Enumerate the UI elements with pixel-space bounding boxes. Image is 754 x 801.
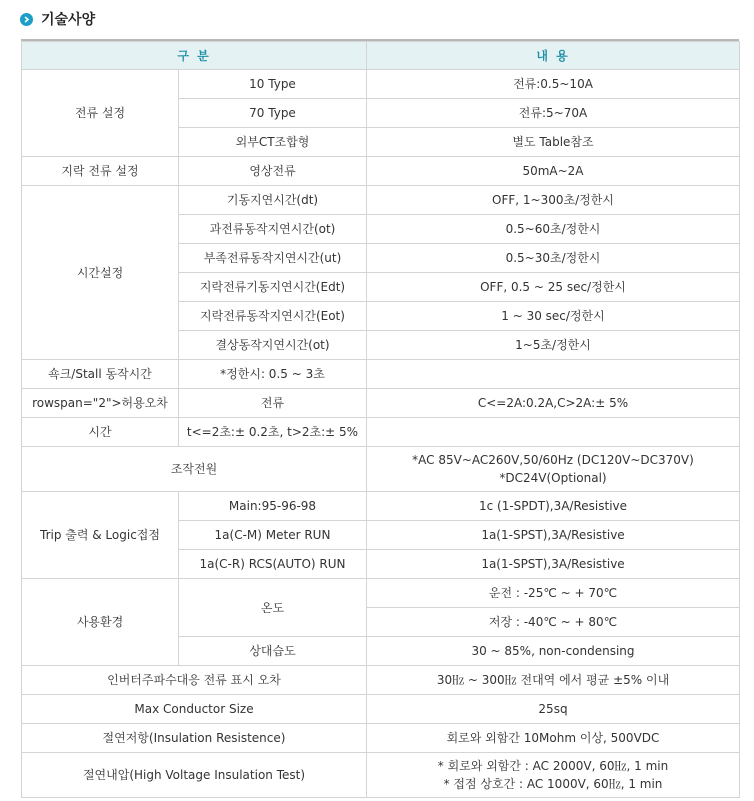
row-item: 과전류동작지연시간(ot) <box>179 215 367 244</box>
row-value: 회로와 외함간 10Mohm 이상, 500VDC <box>367 724 740 753</box>
table-row <box>22 186 740 215</box>
row-value: 30㎐ ~ 300㎐ 전대역 에서 평균 ±5% 이내 <box>367 666 740 695</box>
row-value: OFF, 1~300초/정한시 <box>367 186 740 215</box>
row-label: 시간설정 <box>22 186 179 360</box>
circle-chevron-right-icon <box>20 13 33 26</box>
value-line: * 접점 상호간 : AC 1000V, 60㎐, 1 min <box>443 777 663 791</box>
row-value: OFF, 0.5 ~ 25 sec/정한시 <box>367 273 740 302</box>
row-label: 사용환경 <box>22 579 179 666</box>
row-item: 지락전류기동지연시간(Edt) <box>179 273 367 302</box>
row-value: 50mA~2A <box>367 157 740 186</box>
row-value: 30 ~ 85%, non-condensing <box>367 637 740 666</box>
row-value-empty <box>367 360 740 389</box>
table-header-row <box>22 42 740 70</box>
row-label: 쇽크/Stall 동작시간 <box>22 360 179 389</box>
row-value: 1c (1-SPDT),3A/Resistive <box>367 492 740 521</box>
row-item: 1a(C-R) RCS(AUTO) RUN <box>179 550 367 579</box>
table-row <box>22 724 740 753</box>
table-row <box>22 695 740 724</box>
row-item: 외부CT조합형 <box>179 128 367 157</box>
row-item: 기동지연시간(dt) <box>179 186 367 215</box>
value-line: *AC 85V~AC260V,50/60Hz (DC120V~DC370V) <box>412 453 694 467</box>
table-row <box>22 389 740 418</box>
row-value: 전류:5~70A <box>367 99 740 128</box>
row-value: 전류:0.5~10A <box>367 70 740 99</box>
row-label: 조작전원 <box>22 447 367 492</box>
row-value: 1~5초/정한시 <box>367 331 740 360</box>
row-label: 전류 설정 <box>22 70 179 157</box>
row-label: rowspan="2">허용오차 <box>22 389 179 418</box>
row-value: 저장 : -40℃ ~ + 80℃ <box>367 608 740 637</box>
spec-table <box>21 41 740 798</box>
section-title-bar <box>20 9 95 29</box>
table-row <box>22 418 740 447</box>
row-value-empty <box>367 418 740 447</box>
row-item: 지락전류동작지연시간(Eot) <box>179 302 367 331</box>
row-label: 인버터주파수대응 전류 표시 오차 <box>22 666 367 695</box>
row-item: 결상동작지연시간(ot) <box>179 331 367 360</box>
row-item: 온도 <box>179 579 367 637</box>
row-item: 상대습도 <box>179 637 367 666</box>
row-label: 절연내압(High Voltage Insulation Test) <box>22 753 367 798</box>
row-value: 0.5~60초/정한시 <box>367 215 740 244</box>
spec-table-container <box>21 39 739 798</box>
row-value: 운전 : -25℃ ~ + 70℃ <box>367 579 740 608</box>
row-label: 절연저항(Insulation Resistence) <box>22 724 367 753</box>
row-label: Max Conductor Size <box>22 695 367 724</box>
row-item: 70 Type <box>179 99 367 128</box>
row-item: 1a(C-M) Meter RUN <box>179 521 367 550</box>
row-value: C<=2A:0.2A,C>2A:± 5% <box>367 389 740 418</box>
table-row <box>22 447 740 492</box>
table-row <box>22 360 740 389</box>
header-content: 내 용 <box>367 42 740 70</box>
row-value: 1a(1-SPST),3A/Resistive <box>367 521 740 550</box>
row-item: *정한시: 0.5 ~ 3초 <box>179 360 367 389</box>
row-label: 지락 전류 설정 <box>22 157 179 186</box>
row-item: Main:95-96-98 <box>179 492 367 521</box>
row-value: 1a(1-SPST),3A/Resistive <box>367 550 740 579</box>
row-item: 영상전류 <box>179 157 367 186</box>
row-item: 부족전류동작지연시간(ut) <box>179 244 367 273</box>
row-label: 시간 <box>22 418 179 447</box>
row-value <box>367 447 740 492</box>
row-value: 별도 Table참조 <box>367 128 740 157</box>
row-item: 10 Type <box>179 70 367 99</box>
row-item: t<=2초:± 0.2초, t>2초:± 5% <box>179 418 367 447</box>
table-row <box>22 753 740 798</box>
row-value <box>367 753 740 798</box>
header-category: 구 분 <box>22 42 367 70</box>
table-row <box>22 157 740 186</box>
table-row <box>22 579 740 608</box>
table-row <box>22 492 740 521</box>
row-item: 전류 <box>179 389 367 418</box>
table-row <box>22 666 740 695</box>
row-label: Trip 출력 & Logic접점 <box>22 492 179 579</box>
value-line: * 회로와 외함간 : AC 2000V, 60㎐, 1 min <box>437 759 669 773</box>
row-value: 1 ~ 30 sec/정한시 <box>367 302 740 331</box>
value-line: *DC24V(Optional) <box>499 471 607 485</box>
row-value: 0.5~30초/정한시 <box>367 244 740 273</box>
section-title: 기술사양 <box>41 12 96 28</box>
row-value: 25sq <box>367 695 740 724</box>
table-row <box>22 70 740 99</box>
